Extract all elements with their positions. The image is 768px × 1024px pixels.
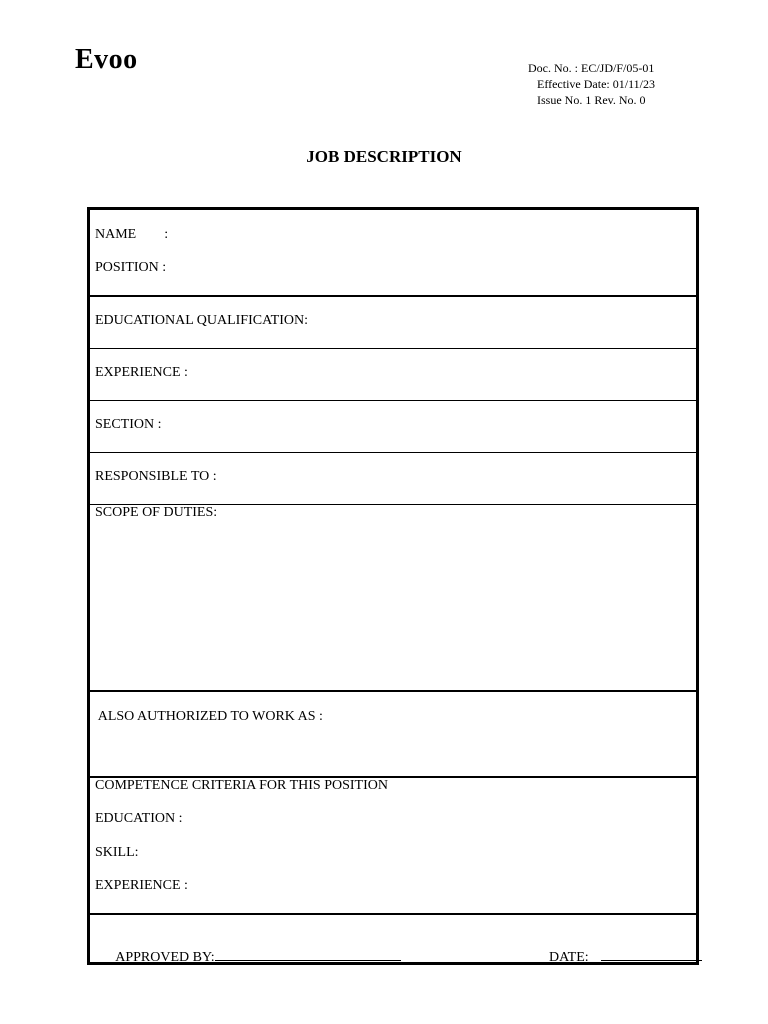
approval-row	[90, 915, 696, 965]
section-row[interactable]	[90, 401, 696, 453]
document-info-dates	[537, 76, 655, 108]
section-label: SECTION :	[95, 417, 162, 432]
scope-of-duties-label: SCOPE OF DUTIES:	[95, 505, 218, 520]
also-authorized-row[interactable]	[90, 692, 696, 778]
competence-experience-label: EXPERIENCE :	[95, 878, 188, 893]
educational-qualification-row[interactable]	[90, 297, 696, 349]
experience-label: EXPERIENCE :	[95, 365, 188, 380]
date-line[interactable]	[601, 948, 702, 961]
also-authorized-label: ALSO AUTHORIZED TO WORK AS :	[95, 709, 323, 724]
responsible-to-row[interactable]	[90, 453, 696, 505]
name-position-row[interactable]	[90, 210, 696, 297]
responsible-to-label: RESPONSIBLE TO :	[95, 469, 217, 484]
issue-revision: Issue No. 1 Rev. No. 0	[537, 93, 646, 107]
date-label	[528, 932, 702, 982]
educational-qualification-label: EDUCATIONAL QUALIFICATION:	[95, 313, 308, 328]
education-label: EDUCATION :	[95, 811, 183, 826]
approved-by-text: APPROVED BY:	[115, 950, 215, 965]
job-description-form	[87, 207, 699, 965]
document-info	[528, 60, 654, 76]
effective-date: Effective Date: 01/11/23	[537, 77, 655, 91]
approved-by-label	[95, 932, 401, 982]
competence-criteria-row[interactable]	[90, 778, 696, 915]
scope-of-duties-row[interactable]	[90, 505, 696, 692]
experience-row[interactable]	[90, 349, 696, 401]
company-logo: Evoo	[75, 44, 138, 75]
competence-criteria-label: COMPETENCE CRITERIA FOR THIS POSITION	[95, 778, 388, 793]
name-label: NAME :	[95, 227, 169, 242]
skill-label: SKILL:	[95, 845, 139, 860]
date-text: DATE:	[549, 950, 589, 965]
doc-number: Doc. No. : EC/JD/F/05-01	[528, 61, 655, 75]
page-title: JOB DESCRIPTION	[306, 147, 462, 166]
approved-by-signature-line[interactable]	[215, 948, 401, 961]
position-label: POSITION :	[95, 260, 167, 275]
